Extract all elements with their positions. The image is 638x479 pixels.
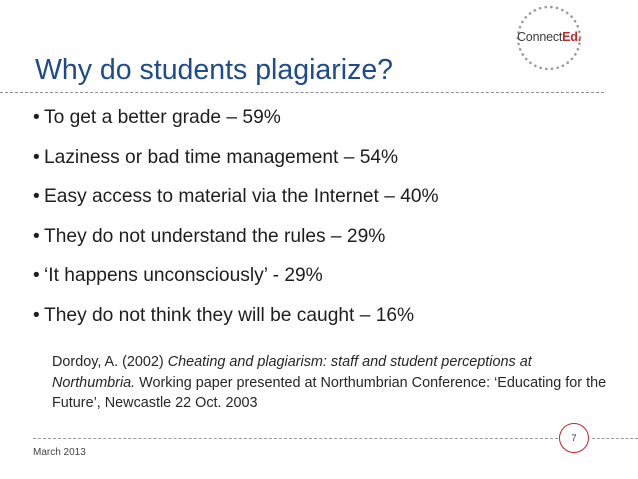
- bullet-text: They do not think they will be caught – 16%: [44, 304, 415, 326]
- bullet-dot: •: [33, 265, 40, 287]
- bullet-text: They do not understand the rules – 29%: [44, 225, 386, 247]
- bullet-item: [33, 262, 613, 302]
- logo-text-connect: Connect: [516, 30, 563, 44]
- bullet-item: [33, 144, 613, 184]
- page-number-badge: [559, 423, 589, 453]
- bullet-text: To get a better grade – 59%: [44, 107, 281, 128]
- page-number: 7: [571, 433, 577, 443]
- citation-title: Cheating and plagiarism: staff and student perceptions at Northumbria.: [52, 354, 532, 391]
- bullet-dot: •: [33, 186, 40, 208]
- bullet-item: [33, 223, 613, 263]
- logo-text-ed: Ed.: [562, 30, 582, 44]
- footer-date: March 2013: [33, 447, 86, 458]
- citation-rest: Working paper presented at Northumbrian Conference: ‘Educating for the Future’, Newcastle 22 Oct. 2003: [52, 374, 607, 411]
- footer-divider: [33, 438, 558, 439]
- bullet-item: [33, 104, 613, 144]
- bullet-item: [33, 183, 613, 223]
- bullet-dot: •: [33, 225, 40, 247]
- bullet-item: [33, 302, 613, 342]
- footer-divider-right: [592, 438, 638, 439]
- bullet-dot: •: [33, 146, 40, 168]
- slide-title: Why do students plagiarize?: [35, 54, 394, 86]
- title-divider: [0, 92, 604, 93]
- bullet-text: ‘It happens unconsciously’ - 29%: [44, 265, 323, 287]
- citation: [52, 352, 612, 414]
- bullet-text: Laziness or bad time management – 54%: [44, 146, 399, 168]
- citation-authors: Dordoy, A. (2002): [52, 354, 168, 370]
- bullet-dot: •: [33, 107, 40, 128]
- bullet-list: [33, 104, 613, 342]
- bullet-text: Easy access to material via the Internet – 40%: [44, 186, 439, 208]
- bullet-dot: •: [33, 304, 40, 326]
- connected-logo: [511, 2, 587, 78]
- logo-wordmark: [511, 30, 587, 44]
